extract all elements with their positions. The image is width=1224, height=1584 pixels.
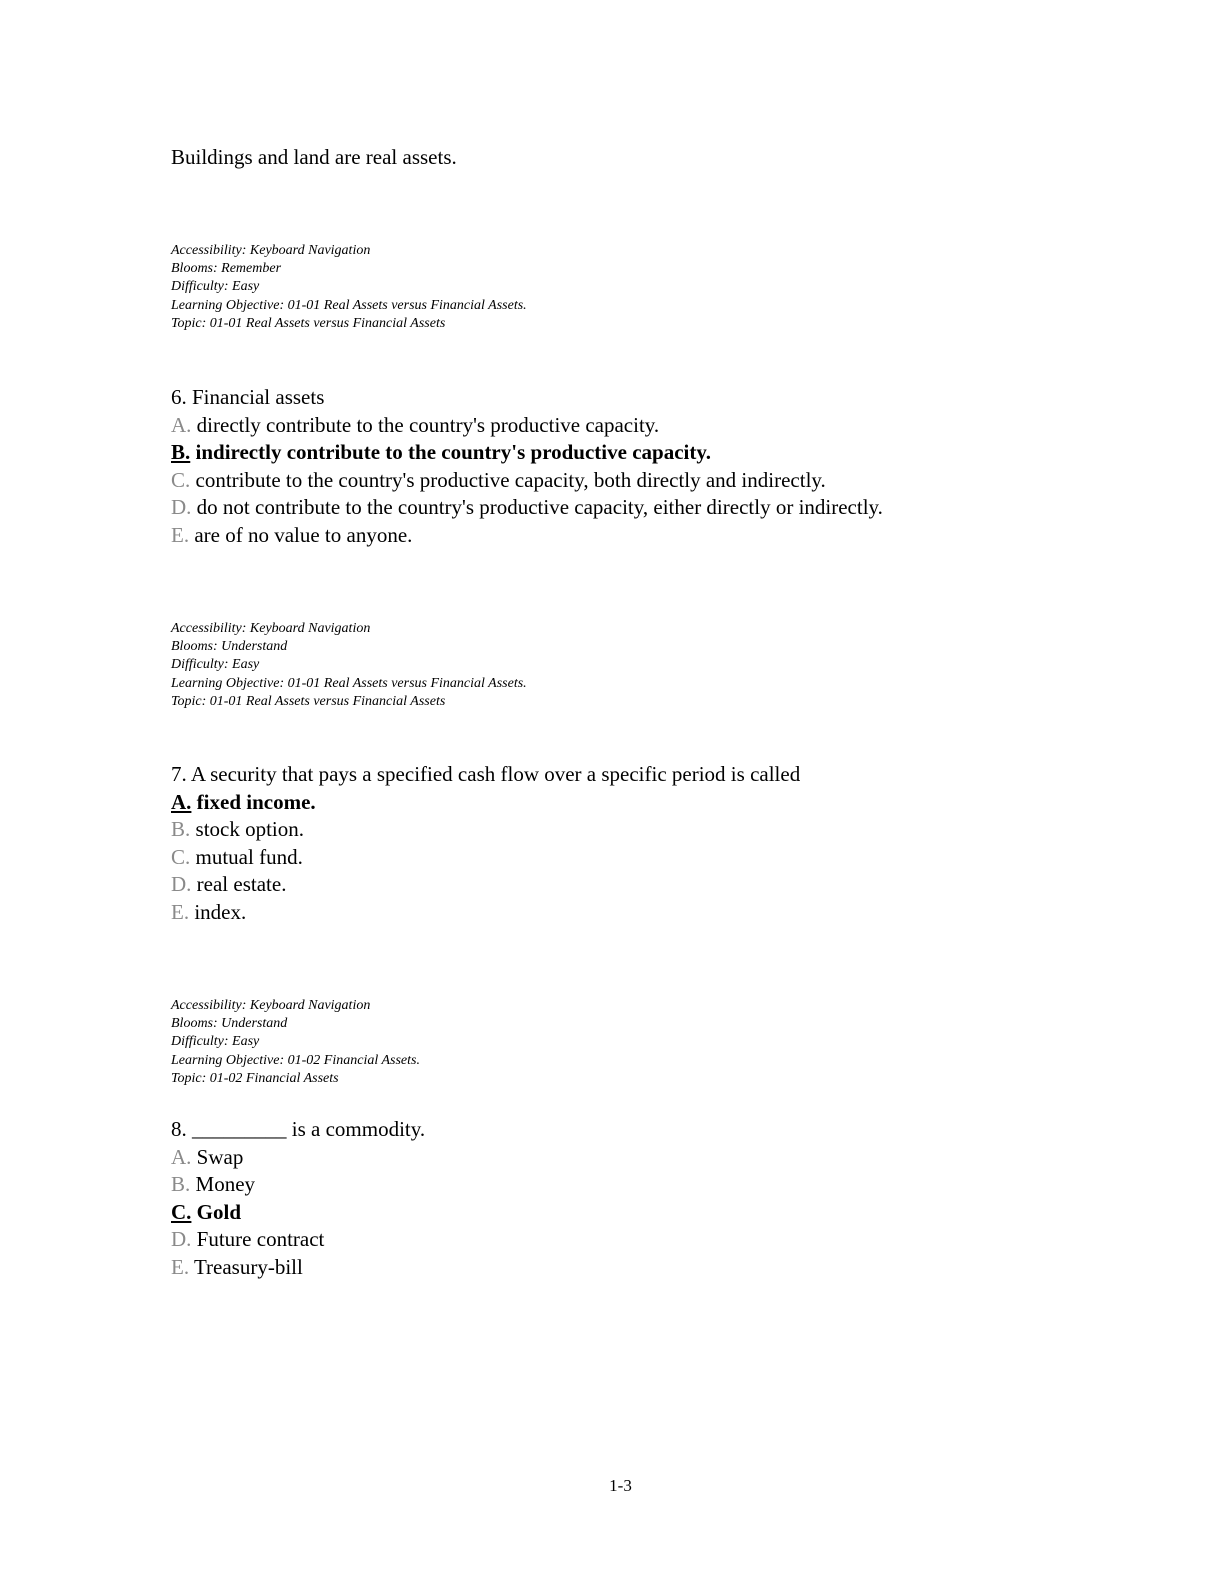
option-letter: A. xyxy=(171,789,192,814)
answer-statement: Buildings and land are real assets. xyxy=(171,145,457,169)
answer-option-b-correct xyxy=(171,439,1171,467)
option-letter: E. xyxy=(171,1254,190,1279)
option-text: Swap xyxy=(196,1144,244,1169)
option-letter: B. xyxy=(171,440,191,464)
answer-option-d xyxy=(171,494,1171,522)
option-letter: C. xyxy=(171,467,191,492)
question-stem: 7. A security that pays a specified cash flow over a specific period is called xyxy=(171,762,801,786)
question-metadata xyxy=(171,242,1171,333)
answer-option-e xyxy=(171,899,1171,927)
page-number: 1-3 xyxy=(609,1476,632,1495)
option-letter: E. xyxy=(171,522,190,547)
meta-difficulty: Difficulty: Easy xyxy=(171,279,260,295)
option-text: do not contribute to the country's productive capacity, either directly or indirectly. xyxy=(196,495,883,519)
answer-option-c xyxy=(171,467,1171,495)
option-letter: C. xyxy=(171,1199,192,1224)
meta-topic: Topic: 01-01 Real Assets versus Financial Assets xyxy=(171,315,446,331)
option-letter: E. xyxy=(171,899,190,924)
answer-option-a-correct xyxy=(171,789,1171,817)
meta-learning-objective: Learning Objective: 01-01 Real Assets versus Financial Assets. xyxy=(171,675,527,691)
option-letter: C. xyxy=(171,844,191,869)
answer-option-d xyxy=(171,871,1171,899)
meta-accessibility: Accessibility: Keyboard Navigation xyxy=(171,998,371,1013)
option-text: Gold xyxy=(196,1199,242,1224)
option-text: real estate. xyxy=(196,872,287,896)
option-letter: B. xyxy=(171,817,191,841)
option-text: Treasury-bill xyxy=(193,1254,303,1279)
option-text: indirectly contribute to the country's productive capacity. xyxy=(195,440,711,464)
meta-topic: Topic: 01-02 Financial Assets xyxy=(171,1070,339,1086)
meta-topic: Topic: 01-01 Real Assets versus Financial Assets xyxy=(171,693,446,709)
answer-option-d xyxy=(171,1226,1171,1254)
option-letter: D. xyxy=(171,1227,192,1251)
option-text: are of no value to anyone. xyxy=(194,522,413,547)
question-stem: 6. Financial assets xyxy=(171,385,325,409)
answer-option-b xyxy=(171,816,1171,844)
question-7 xyxy=(171,761,1171,926)
question-8 xyxy=(171,1116,1171,1281)
option-text: mutual fund. xyxy=(195,844,303,869)
answer-option-a xyxy=(171,1144,1171,1172)
question-stem: 8. _________ is a commodity. xyxy=(171,1117,426,1141)
option-text: fixed income. xyxy=(196,789,316,814)
option-letter: A. xyxy=(171,412,192,437)
option-text: Money xyxy=(195,1172,256,1196)
option-text: contribute to the country's productive capacity, both directly and indirectly. xyxy=(195,467,826,492)
option-text: index. xyxy=(194,899,247,924)
meta-difficulty: Difficulty: Easy xyxy=(171,657,260,673)
option-letter: D. xyxy=(171,872,192,896)
answer-option-c xyxy=(171,844,1171,872)
option-text: directly contribute to the country's productive capacity. xyxy=(196,412,660,437)
meta-blooms: Blooms: Understand xyxy=(171,639,288,655)
answer-option-e xyxy=(171,522,1171,550)
meta-difficulty: Difficulty: Easy xyxy=(171,1034,260,1050)
meta-learning-objective: Learning Objective: 01-01 Real Assets versus Financial Assets. xyxy=(171,297,527,313)
meta-blooms: Blooms: Understand xyxy=(171,1016,288,1032)
option-text: Future contract xyxy=(196,1227,325,1251)
meta-accessibility: Accessibility: Keyboard Navigation xyxy=(171,243,371,258)
option-letter: D. xyxy=(171,495,192,519)
meta-blooms: Blooms: Remember xyxy=(171,261,282,277)
option-letter: A. xyxy=(171,1144,192,1169)
answer-option-c-correct xyxy=(171,1199,1171,1227)
answer-option-b xyxy=(171,1171,1171,1199)
meta-accessibility: Accessibility: Keyboard Navigation xyxy=(171,621,371,636)
answer-option-e xyxy=(171,1254,1171,1282)
answer-option-a xyxy=(171,412,1171,440)
question-metadata xyxy=(171,997,1171,1088)
option-letter: B. xyxy=(171,1172,191,1196)
question-metadata xyxy=(171,620,1171,711)
meta-learning-objective: Learning Objective: 01-02 Financial Assets. xyxy=(171,1052,420,1068)
question-6 xyxy=(171,384,1171,549)
option-text: stock option. xyxy=(195,817,305,841)
